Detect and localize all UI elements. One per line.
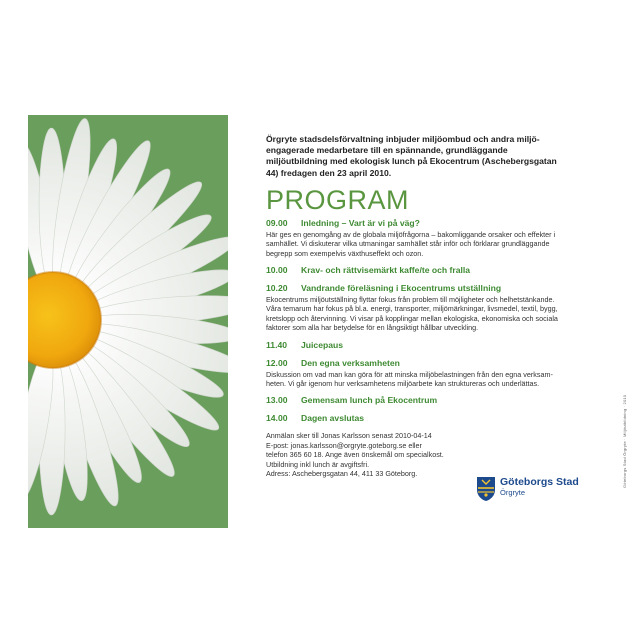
flower-image-panel <box>28 115 228 528</box>
item-title: Inledning – Vart är vi på väg? <box>301 217 420 228</box>
item-time: 13.00 <box>266 395 288 406</box>
item-time: 10.20 <box>266 283 288 294</box>
coat-of-arms-icon <box>476 476 496 502</box>
item-title: Gemensam lunch på Ekocentrum <box>301 395 438 406</box>
program-item <box>266 218 566 258</box>
item-title: Vandrande föreläsning i Ekocentrums utställning <box>301 283 502 294</box>
item-description: Diskussion om vad man kan göra för att minska miljöbelastningen från den egna verksam-heten. Vi går igenom hur verksamhetens miljöarbete kan struktureras och underlättas. <box>266 369 553 389</box>
program-item <box>266 340 566 351</box>
logo-name: Göteborgs Stad <box>500 476 579 488</box>
program-list <box>266 218 566 425</box>
item-title: Krav- och rättvisemärkt kaffe/te och fralla <box>301 265 471 276</box>
program-heading: PROGRAM <box>266 184 410 215</box>
content-column <box>266 134 566 479</box>
registration-deadline: Anmälan sker till Jonas Karlsson senast 2010-04-14 <box>266 431 432 441</box>
daisy-illustration <box>28 115 228 528</box>
logo-subtitle: Örgryte <box>500 488 526 497</box>
contact-phone: telefon 365 60 18. Ange även önskemål om specialkost. <box>266 450 444 460</box>
item-time: 11.40 <box>266 339 288 350</box>
registration-info <box>266 431 466 478</box>
item-title: Dagen avslutas <box>301 413 365 424</box>
vertical-print-info: Göteborgs Stad Örgryte · Miljöutbildning · 2010 <box>622 394 627 488</box>
item-time: 10.00 <box>266 265 288 276</box>
intro-text: Örgryte stadsdelsförvaltning inbjuder miljöombud och andra miljö-engagerade medarbetare till en spännande, grundläggande miljöutbildning med ekologisk lunch på Ekocentrum (Aschebergsgatan 44) fredagen den 23 april 2010. <box>266 134 557 178</box>
program-item <box>266 413 566 424</box>
item-description: Här ges en genomgång av de globala miljöfrågorna – bakomliggande orsaker och effekter i samhället. Vi diskuterar vilka utmaningar samhället står inför och förklarar grundläggande begrepp som exempelvis växthuseffekt och ozon. <box>266 229 556 258</box>
item-time: 09.00 <box>266 217 288 228</box>
contact-email: E-post: jonas.karlsson@orgryte.goteborg.se eller <box>266 440 422 450</box>
program-item <box>266 265 566 276</box>
fee-info: Utbildning inkl lunch är avgiftsfri. <box>266 459 370 469</box>
item-time: 12.00 <box>266 357 288 368</box>
program-item <box>266 358 566 389</box>
program-item <box>266 395 566 406</box>
item-description: Ekocentrums miljöutställning flyttar fokus från problem till möjligheter och helhetstänkande. Våra temarum har fokus på bl.a. energi, transporter, miljömärkningar, livsmedel, textil, bygg, kretslopp och återvinning. Vi visar på kopplingar mellan ekologiska, ekonomiska och sociala faktorer som alla har betydelse för en långsiktigt hållbar utveckling. <box>266 295 558 333</box>
address: Adress: Aschebergsgatan 44, 411 33 Göteborg. <box>266 469 418 479</box>
program-item <box>266 283 566 333</box>
item-time: 14.00 <box>266 413 288 424</box>
goteborgs-stad-logo <box>476 476 579 502</box>
item-title: Den egna verksamheten <box>301 357 400 368</box>
item-title: Juicepaus <box>301 339 344 350</box>
